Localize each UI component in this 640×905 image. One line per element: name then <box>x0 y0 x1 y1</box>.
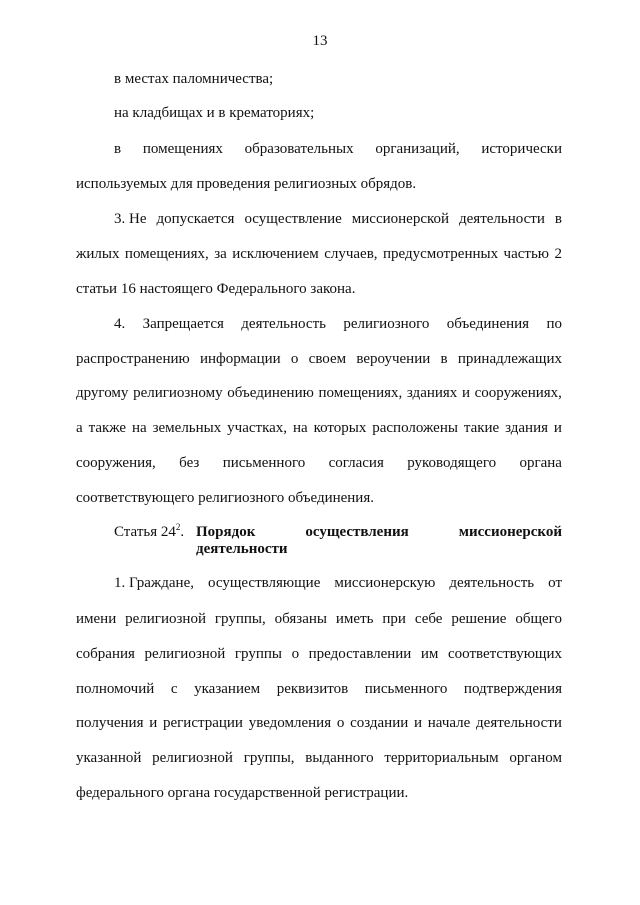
word: Запрещается <box>142 316 224 332</box>
word: полномочий <box>76 681 155 697</box>
word: осуществления <box>305 524 409 540</box>
word: помещениях, <box>124 246 209 262</box>
word: собрания <box>76 646 135 662</box>
word: объединения <box>446 316 530 332</box>
text-line <box>114 574 562 592</box>
text-line <box>76 645 562 663</box>
word: другому <box>76 385 129 401</box>
word: создании <box>350 715 409 731</box>
word: 2 <box>554 246 562 262</box>
word: письменного <box>222 455 306 471</box>
word: руководящего <box>407 455 497 471</box>
word: 4. <box>114 316 126 332</box>
word: предусмотренных <box>382 246 499 262</box>
word: организаций, <box>375 141 460 157</box>
text-line <box>76 454 562 472</box>
text-line <box>76 245 562 263</box>
word: за <box>214 246 227 262</box>
word: им <box>420 646 439 662</box>
word: о <box>290 351 299 367</box>
word: с <box>170 681 178 697</box>
word: общего <box>515 611 562 627</box>
word: о <box>336 715 345 731</box>
text-line: используемых для проведения религиозных обрядов. <box>76 176 417 192</box>
word: расположены <box>372 420 458 436</box>
word: информации <box>199 351 281 367</box>
word: своем <box>308 351 347 367</box>
word: религиозной <box>144 646 226 662</box>
text-line: статьи 16 настоящего Федерального закона. <box>76 281 356 297</box>
word: образовательных <box>244 141 354 157</box>
text-line <box>114 315 562 333</box>
text-line <box>114 210 562 228</box>
article-title-continued: деятельности <box>196 541 288 557</box>
word: реквизитов <box>276 681 349 697</box>
word: осуществляющие <box>208 575 321 591</box>
word: исторически <box>481 141 562 157</box>
word: группы <box>234 646 282 662</box>
word: миссионерской <box>351 211 450 227</box>
word: допускается <box>156 211 235 227</box>
word: распространению <box>76 351 190 367</box>
word: соответствующих <box>448 646 562 662</box>
word: на <box>292 420 308 436</box>
word: деятельности <box>459 211 545 227</box>
article-title <box>196 523 562 541</box>
word: здания <box>505 420 549 436</box>
text-line <box>76 680 562 698</box>
word: помещениях <box>142 141 223 157</box>
word: жилых <box>76 246 120 262</box>
text-line <box>76 749 562 767</box>
word: Порядок <box>196 524 256 540</box>
word: указанной <box>76 750 142 766</box>
word: в <box>554 211 562 227</box>
word: имени <box>76 611 117 627</box>
word: территориальным <box>384 750 499 766</box>
word: и <box>413 715 423 731</box>
word: сооружениях, <box>474 385 562 401</box>
word: 3. Не <box>114 211 147 227</box>
word: религиозному <box>133 385 223 401</box>
word: регистрации <box>162 715 243 731</box>
word: органом <box>509 750 562 766</box>
text-line: федерального органа государственной регистрации. <box>76 785 409 801</box>
word: зданиях <box>406 385 458 401</box>
word: указанием <box>194 681 261 697</box>
word: в <box>114 141 122 157</box>
word: сооружения, <box>76 455 156 471</box>
text-line: соответствующего религиозного объединения. <box>76 490 374 506</box>
word: органа <box>519 455 562 471</box>
text-line: в местах паломничества; <box>114 71 274 87</box>
word: себе <box>414 611 443 627</box>
word: подтверждения <box>463 681 562 697</box>
word: деятельность <box>241 316 326 332</box>
word: в <box>440 351 448 367</box>
word: исключением <box>232 246 319 262</box>
word: 1. Граждане, <box>114 575 194 591</box>
word: земельных <box>152 420 222 436</box>
word: деятельности <box>476 715 562 731</box>
word: начале <box>427 715 471 731</box>
word: и <box>149 715 158 731</box>
text-line <box>76 714 562 732</box>
word: и <box>553 420 562 436</box>
word: о <box>291 646 300 662</box>
word: деятельность <box>449 575 535 591</box>
word: осуществление <box>244 211 342 227</box>
word: объединению <box>227 385 314 401</box>
word: письменного <box>364 681 448 697</box>
word: группы, <box>214 611 266 627</box>
word: получения <box>76 715 144 731</box>
word: миссионерской <box>458 524 562 540</box>
word: решение <box>451 611 507 627</box>
word: религиозного <box>343 316 430 332</box>
word: помещениях, <box>318 385 403 401</box>
word: уведомления <box>248 715 332 731</box>
text-line <box>76 610 562 628</box>
text-line <box>114 140 562 158</box>
text-line: на кладбищах и в крематориях; <box>114 105 315 121</box>
word: согласия <box>328 455 384 471</box>
word: группы, <box>243 750 295 766</box>
text-line <box>76 384 562 402</box>
word: по <box>546 316 562 332</box>
word: религиозной <box>125 611 206 627</box>
word: миссионерскую <box>334 575 436 591</box>
word: на <box>132 420 147 436</box>
word: которых <box>313 420 367 436</box>
text-line <box>76 419 562 437</box>
word: иметь <box>335 611 374 627</box>
article-label: Статья $24^2$. <box>114 522 185 540</box>
word: частью <box>503 246 550 262</box>
page-number: 13 <box>312 33 328 49</box>
word: участках, <box>227 420 288 436</box>
word: при <box>382 611 406 627</box>
word: без <box>179 455 200 471</box>
word: обязаны <box>274 611 327 627</box>
word: принадлежащих <box>457 351 562 367</box>
word: вероучении <box>356 351 431 367</box>
word: случаев, <box>324 246 378 262</box>
text-line <box>76 350 562 368</box>
word: и <box>461 385 470 401</box>
word: от <box>548 575 562 591</box>
word: предоставлении <box>308 646 412 662</box>
word: также <box>88 420 127 436</box>
word: а <box>76 420 83 436</box>
word: религиозной <box>152 750 233 766</box>
word: такие <box>463 420 500 436</box>
word: выданного <box>305 750 374 766</box>
